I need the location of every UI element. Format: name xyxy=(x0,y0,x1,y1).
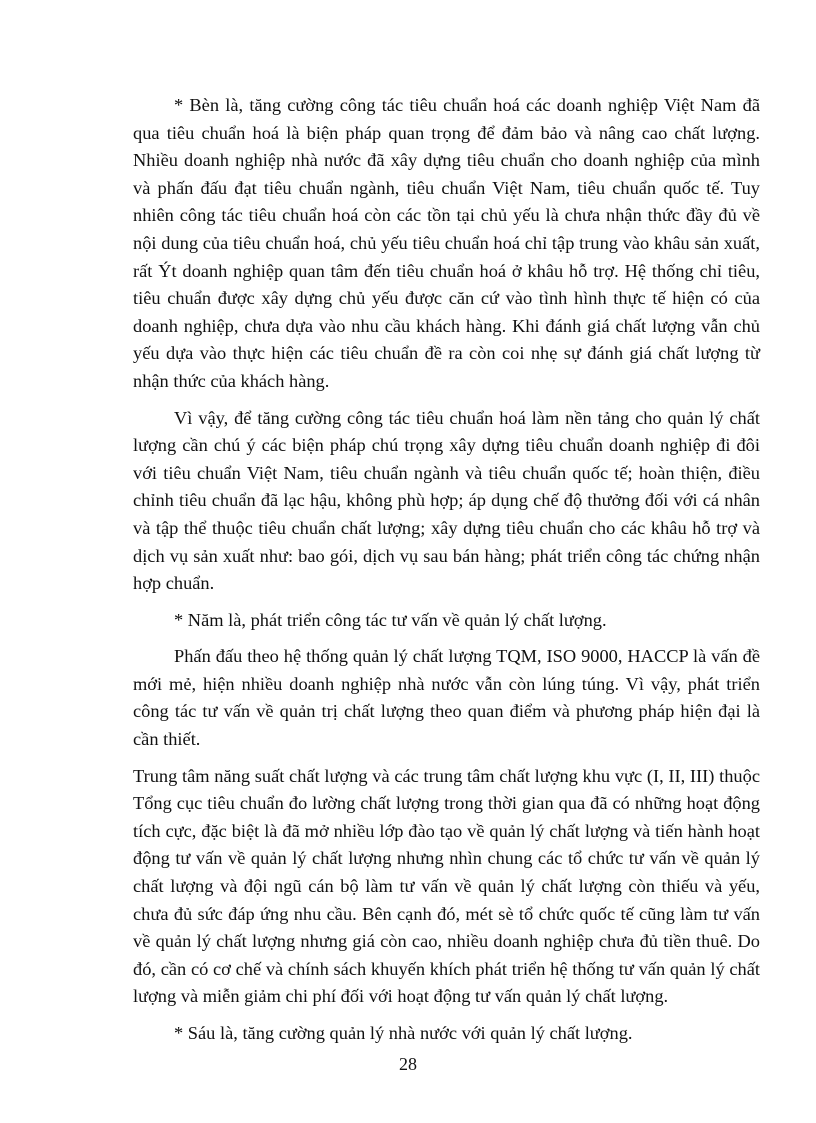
document-body xyxy=(133,92,760,1057)
paragraph-standardization: * Bèn là, tăng cường công tác tiêu chuẩn hoá các doanh nghiệp Việt Nam đã qua tiêu chuẩn hoá là biện pháp quan trọng để đảm bảo và nâng cao chất lượng. Nhiều doanh nghiệp nhà nước đã xây dựng tiêu chuẩn cho doanh nghiệp của mình và phấn đấu đạt tiêu chuẩn ngành, tiêu chuẩn Việt Nam, tiêu chuẩn quốc tế. Tuy nhiên công tác tiêu chuẩn hoá còn các tồn tại chủ yếu là chưa nhận thức đầy đủ về nội dung của tiêu chuẩn hoá, chủ yếu tiêu chuẩn hoá chỉ tập trung vào khâu sản xuất, rất Ýt doanh nghiệp quan tâm đến tiêu chuẩn hoá ở khâu hỗ trợ. Hệ thống chỉ tiêu, tiêu chuẩn được xây dựng chủ yếu được căn cứ vào tình hình thực tế hiện có của doanh nghiệp, chưa dựa vào nhu cầu khách hàng. Khi đánh giá chất lượng vẫn chủ yếu dựa vào thực hiện các tiêu chuẩn đề ra còn coi nhẹ sự đánh giá chất lượng từ nhận thức của khách hàng. xyxy=(133,95,760,391)
paragraph-heading-consulting: * Năm là, phát triển công tác tư vấn về quản lý chất lượng. xyxy=(174,609,607,630)
paragraph-heading-state-management: * Sáu là, tăng cường quản lý nhà nước với quản lý chất lượng. xyxy=(174,1023,633,1043)
page-number: 28 xyxy=(399,1054,417,1074)
paragraph-tqm-iso: Phấn đấu theo hệ thống quản lý chất lượng TQM, ISO 9000, HACCP là vấn đề mới mẻ, hiện nhiều doanh nghiệp nhà nước vẫn còn lúng túng. Vì vậy, phát triển công tác tư vấn về quản trị chất lượng theo quan điểm và phương pháp hiện đại là cần thiết. xyxy=(133,646,760,750)
paragraph-standardization-measures: Vì vậy, để tăng cường công tác tiêu chuẩn hoá làm nền tảng cho quản lý chất lượng cần chú ý các biện pháp chú trọng xây dựng tiêu chuẩn doanh nghiệp đi đôi với tiêu chuẩn Việt Nam, tiêu chuẩn ngành và tiêu chuẩn quốc tế; hoàn thiện, điều chỉnh tiêu chuẩn đã lạc hậu, không phù hợp; áp dụng chế độ thưởng đối với cá nhân và tập thể thuộc tiêu chuẩn chất lượng; xây dựng tiêu chuẩn cho các khâu hỗ trợ và dịch vụ sản xuất như: bao gói, dịch vụ sau bán hàng; phát triển công tác chứng nhận hợp chuẩn. xyxy=(133,407,760,594)
paragraph-quality-centers: Trung tâm năng suất chất lượng và các trung tâm chất lượng khu vực (I, II, III) thuộc Tổng cục tiêu chuẩn đo lường chất lượng trong thời gian qua đã có những hoạt động tích cực, đặc biệt là đã mở nhiều lớp đào tạo về quản lý chất lượng và tiến hành hoạt động tư vấn về quản lý chất lượng nhưng nhìn chung các tổ chức tư vấn về quản lý chất lượng và đội ngũ cán bộ làm tư vấn về quản lý chất lượng còn thiếu và yếu, chưa đủ sức đáp ứng nhu cầu. Bên cạnh đó, mét sè tổ chức quốc tế cũng làm tư vấn về quản lý chất lượng nhưng giá còn cao, nhiều doanh nghiệp chưa đủ tiền thuê. Do đó, cần có cơ chế và chính sách khuyến khích phát triển hệ thống tư vấn quản lý chất lượng và miễn giảm chi phí đối với hoạt động tư vấn quản lý chất lượng. xyxy=(133,765,760,1007)
